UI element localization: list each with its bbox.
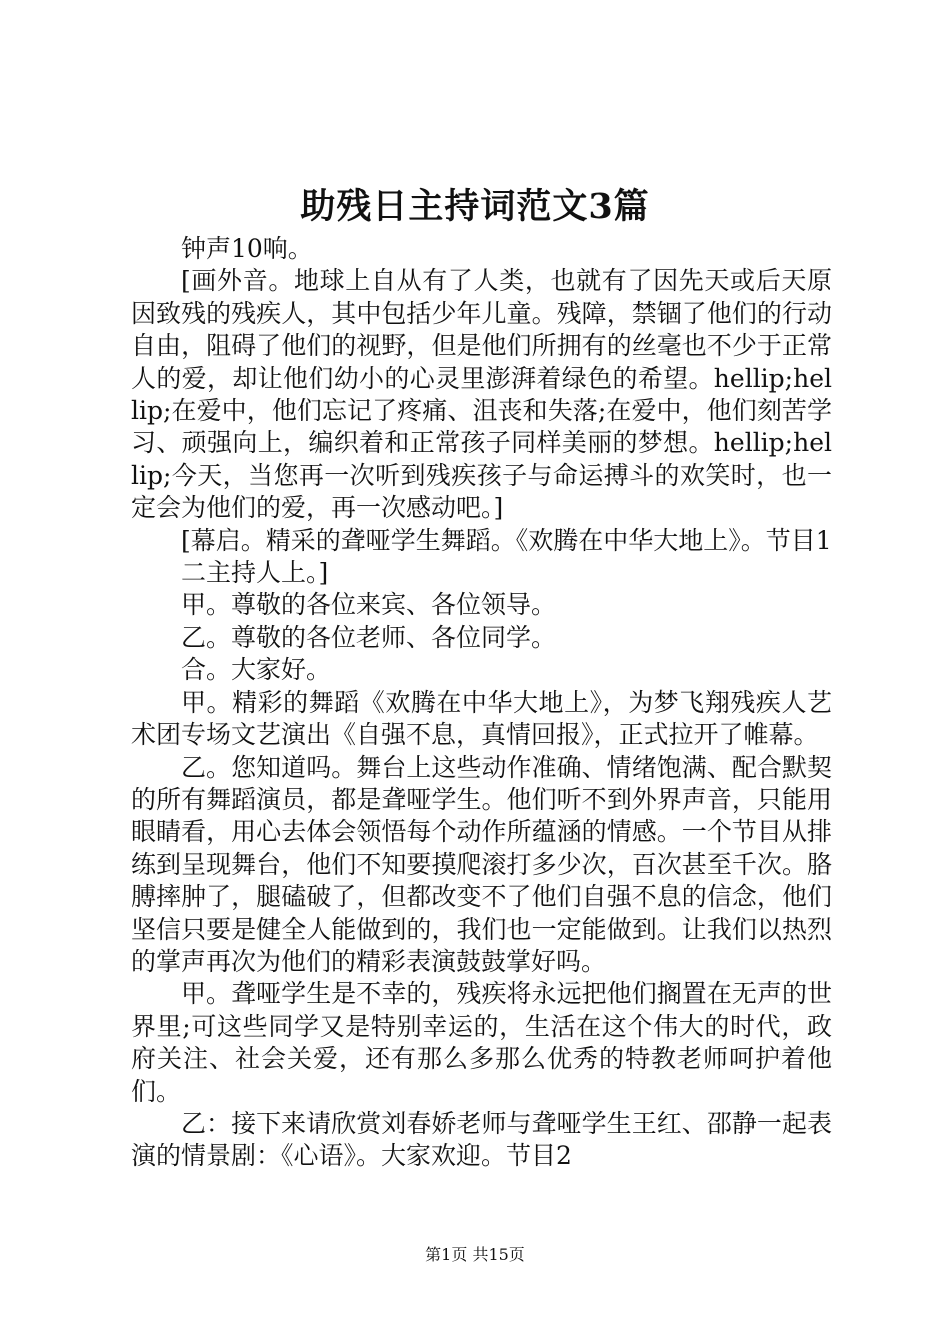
paragraph-host-a-fortune: 甲。聋哑学生是不幸的，残疾将永远把他们搁置在无声的世界里;可这些同学又是特别幸运的，生活在这个伟大的时代，政府关注、社会关爱，还有那么多那么优秀的特教老师呵护着他们。 xyxy=(131,979,832,1106)
paragraph-hosts-enter: 二主持人上。] xyxy=(181,558,329,588)
paragraph-host-b-greeting: 乙。尊敬的各位老师、各位同学。 xyxy=(181,622,557,652)
page-number-footer: 第1页 共15页 xyxy=(425,1245,525,1264)
paragraph-host-b-dancers: 乙。您知道吗。舞台上这些动作准确、情绪饱满、配合默契的所有舞蹈演员，都是聋哑学生。他们听不到外界声音，只能用眼睛看，用心去体会领悟每个动作所蕴涵的情感。一个节目从排练到呈现舞台，他们不知要摸爬滚打多少次，百次甚至千次。胳膊摔肿了，腿磕破了，但都改变不了他们自强不息的信念，他们坚信只要是健全人能做到的，我们也一定能做到。让我们以热烈的掌声再次为他们的精彩表演鼓鼓掌好吗。 xyxy=(131,752,832,976)
paragraph-host-a-greeting: 甲。尊敬的各位来宾、各位领导。 xyxy=(181,590,557,620)
paragraph-host-b-next-act: 乙：接下来请欣赏刘春娇老师与聋哑学生王红、邵静一起表演的情景剧：《心语》。大家欢迎。节目2 xyxy=(131,1108,832,1171)
paragraph-voiceover: [画外音。地球上自从有了人类，也就有了因先天或后天原因致残的残疾人，其中包括少年儿童。残障，禁锢了他们的行动自由，阻碍了他们的视野，但是他们所拥有的丝毫也不少于正常人的爱，却让他们幼小的心灵里澎湃着绿色的希望。hellip;hellip;在爱中，他们忘记了疼痛、沮丧和失落;在爱中，他们刻苦学习、顽强向上，编织着和正常孩子同样美丽的梦想。hellip;hellip;今天，当您再一次听到残疾孩子与命运搏斗的欢笑时，也一定会为他们的爱，再一次感动吧。] xyxy=(131,266,832,523)
paragraph-curtain-open: [幕启。精采的聋哑学生舞蹈。《欢腾在中华大地上》。节目1 xyxy=(181,525,832,555)
paragraph-together-greeting: 合。大家好。 xyxy=(181,655,332,685)
paragraph-bell: 钟声10响。 xyxy=(181,234,313,263)
paragraph-host-a-opening: 甲。精彩的舞蹈《欢腾在中华大地上》，为梦飞翔残疾人艺术团专场文艺演出《自强不息，真情回报》，正式拉开了帷幕。 xyxy=(131,687,832,750)
document-body xyxy=(131,233,832,1173)
document-title: 助残日主持词范文3篇 xyxy=(300,186,650,227)
